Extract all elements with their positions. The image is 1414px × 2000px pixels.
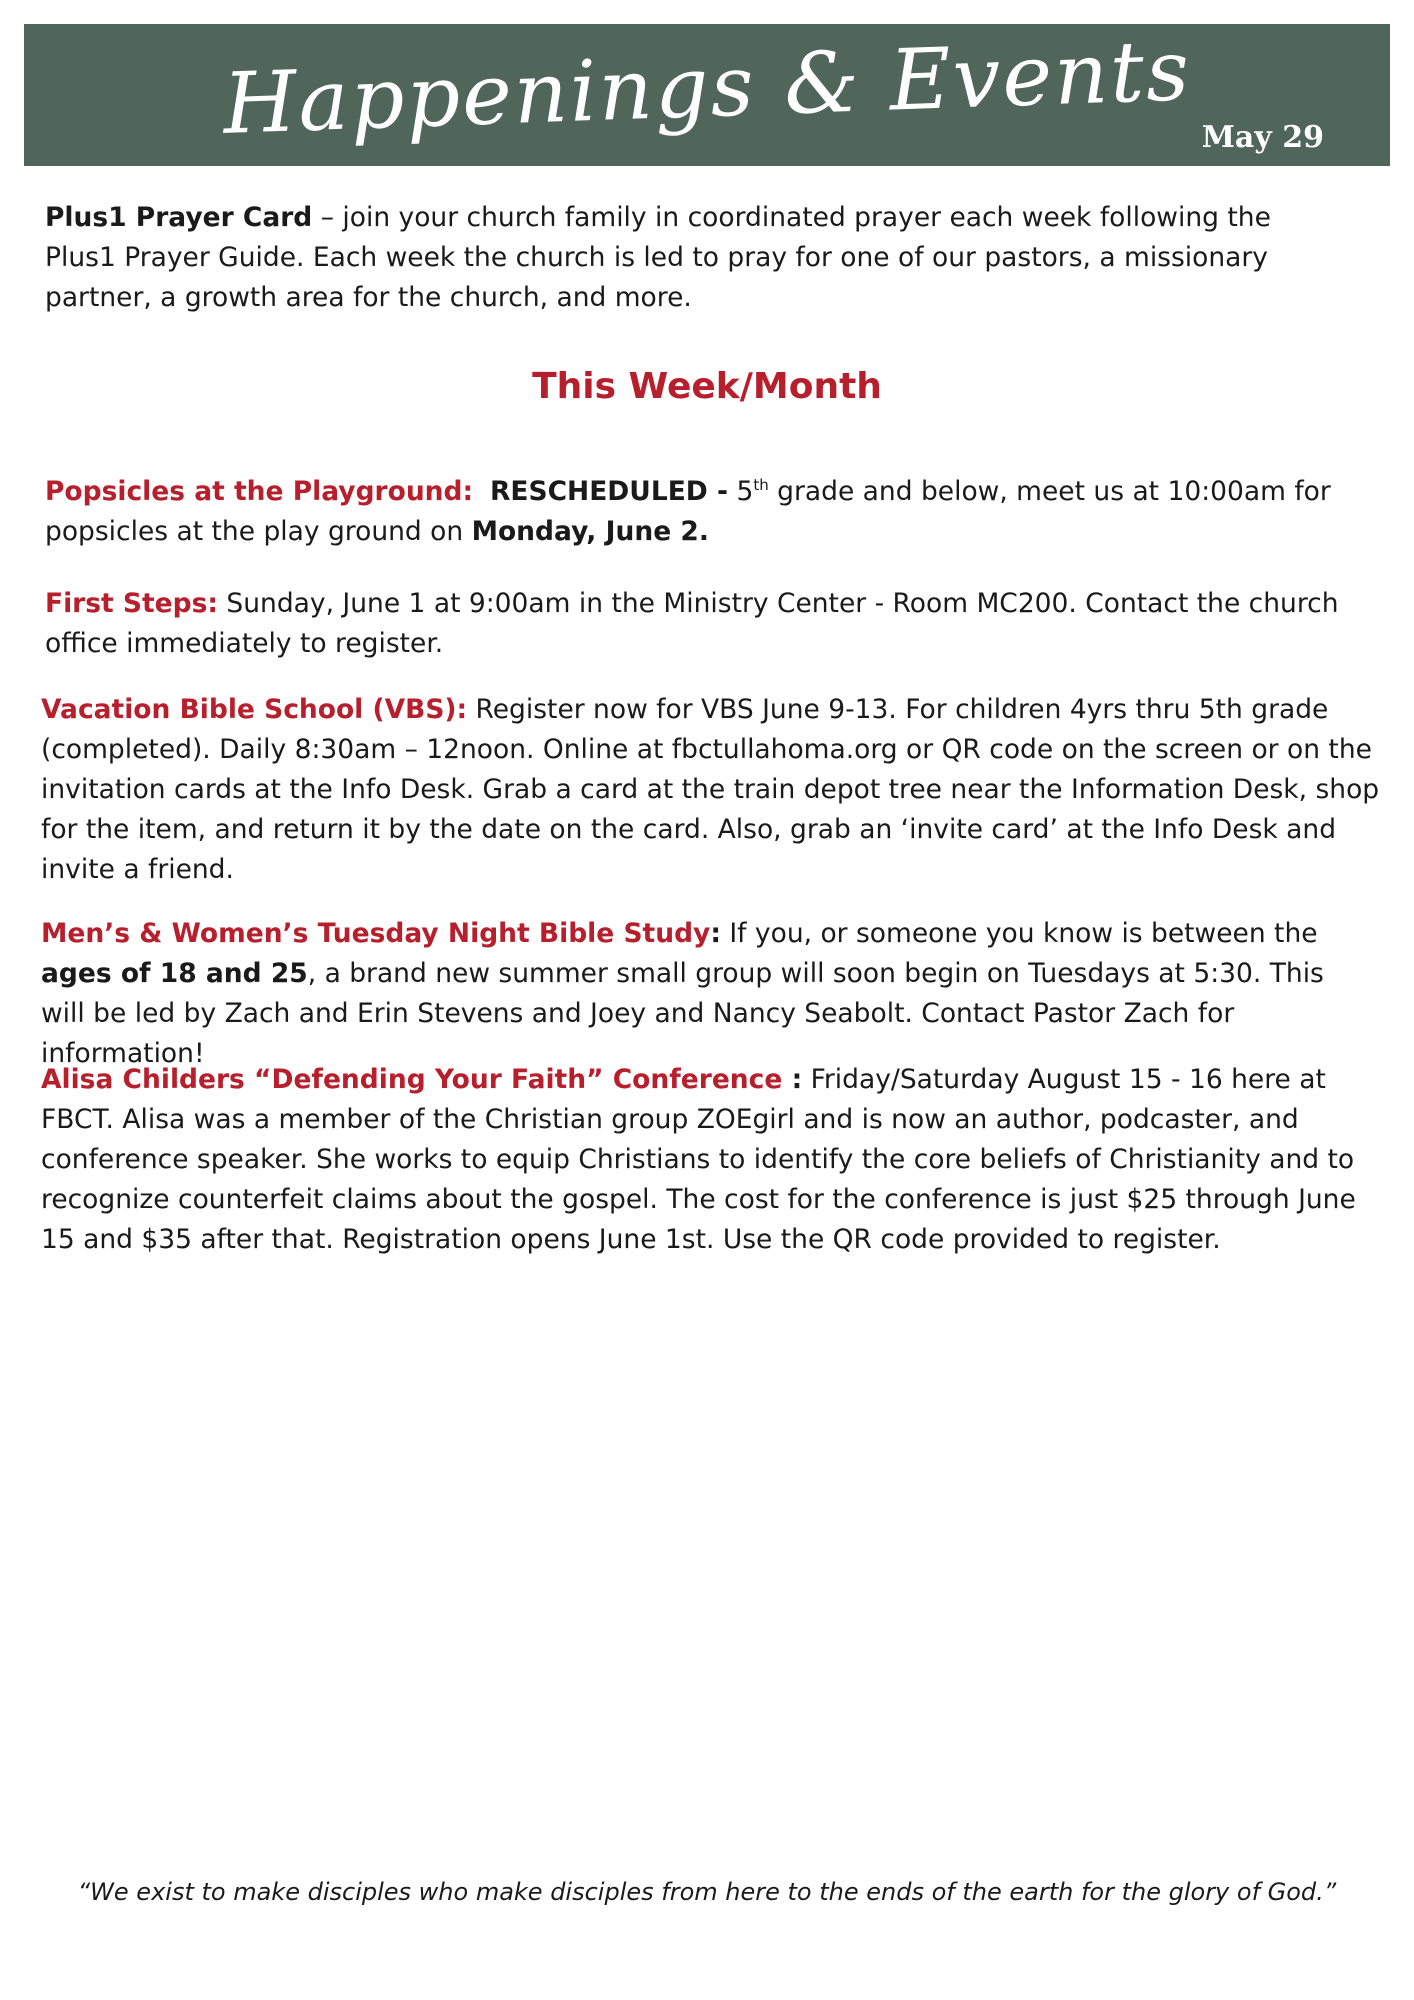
event-popsicles-grade: 5	[736, 476, 754, 507]
event-popsicles-label: Popsicles at the Playground:	[45, 476, 474, 507]
event-vbs	[41, 690, 1381, 890]
event-conference	[41, 1060, 1386, 1260]
event-bible-study-label: Men’s & Women’s Tuesday Night Bible Study	[41, 918, 711, 949]
intro-text: – join your church family in coordinated prayer each week following the Plus1 Prayer Guide. Each week the church is led to pray for one of our pastors, a missionary partner, a growth area for the church, and more.	[45, 202, 1271, 313]
event-bible-study-text2: , a brand new summer small group will soon begin on Tuesdays at 5:30. This will be led by Zach and Erin Stevens and Joey and Nancy Seabolt. Contact Pastor Zach for information!	[41, 958, 1324, 1069]
header-banner	[24, 21, 1390, 166]
event-popsicles-text: grade and below, meet us at 10:00am for popsicles at the play ground on	[45, 476, 1331, 547]
event-popsicles-status: RESCHEDULED -	[489, 476, 729, 507]
intro-paragraph	[45, 198, 1345, 318]
event-conference-label: Alisa Childers “Defending Your Faith” Conference	[41, 1064, 783, 1095]
issue-date: May 29	[1201, 120, 1324, 155]
event-popsicles-grade-suffix: th	[753, 476, 769, 495]
event-vbs-text: Register now for VBS June 9-13. For children 4yrs thru 5th grade (completed). Daily 8:30am – 12noon. Online at fbctullahoma.org or QR code on the screen or on the invitation cards at the Info Desk. Grab a card at the train depot tree near the Information Desk, shop for the item, and return it by the date on the card. Also, grab an ‘invite card’ at the Info Desk and invite a friend.	[41, 694, 1380, 885]
event-first-steps-label: First Steps:	[45, 588, 218, 619]
event-popsicles	[45, 472, 1375, 552]
event-vbs-label: Vacation Bible School (VBS):	[41, 694, 468, 725]
event-bible-study	[41, 914, 1371, 1074]
event-bible-study-ages: ages of 18 and 25	[41, 958, 308, 989]
mission-statement: “We exist to make disciples who make disciples from here to the ends of the earth for the glory of God.”	[77, 1878, 1337, 1906]
event-bible-study-text1: If you, or someone you know is between the	[720, 918, 1318, 949]
event-first-steps	[45, 584, 1385, 664]
intro-label: Plus1 Prayer Card	[45, 202, 313, 233]
event-popsicles-date: Monday, June 2.	[471, 516, 709, 547]
event-conference-colon: :	[782, 1064, 803, 1095]
event-conference-text: Friday/Saturday August 15 - 16 here at FBCT. Alisa was a member of the Christian group ZOEgirl and is now an author, podcaster, and conference speaker. She works to equip Christians to identify the core beliefs of Christianity and to recognize counterfeit claims about the gospel. The cost for the conference is just $25 through June 15 and $35 after that. Registration opens June 1st. Use the QR code provided to register.	[41, 1064, 1356, 1255]
section-heading: This Week/Month	[532, 366, 882, 407]
page-title: Happenings & Events	[221, 21, 1193, 153]
event-first-steps-text: Sunday, June 1 at 9:00am in the Ministry Center - Room MC200. Contact the church office immediately to register.	[45, 588, 1339, 659]
event-bible-study-colon: :	[710, 918, 721, 949]
